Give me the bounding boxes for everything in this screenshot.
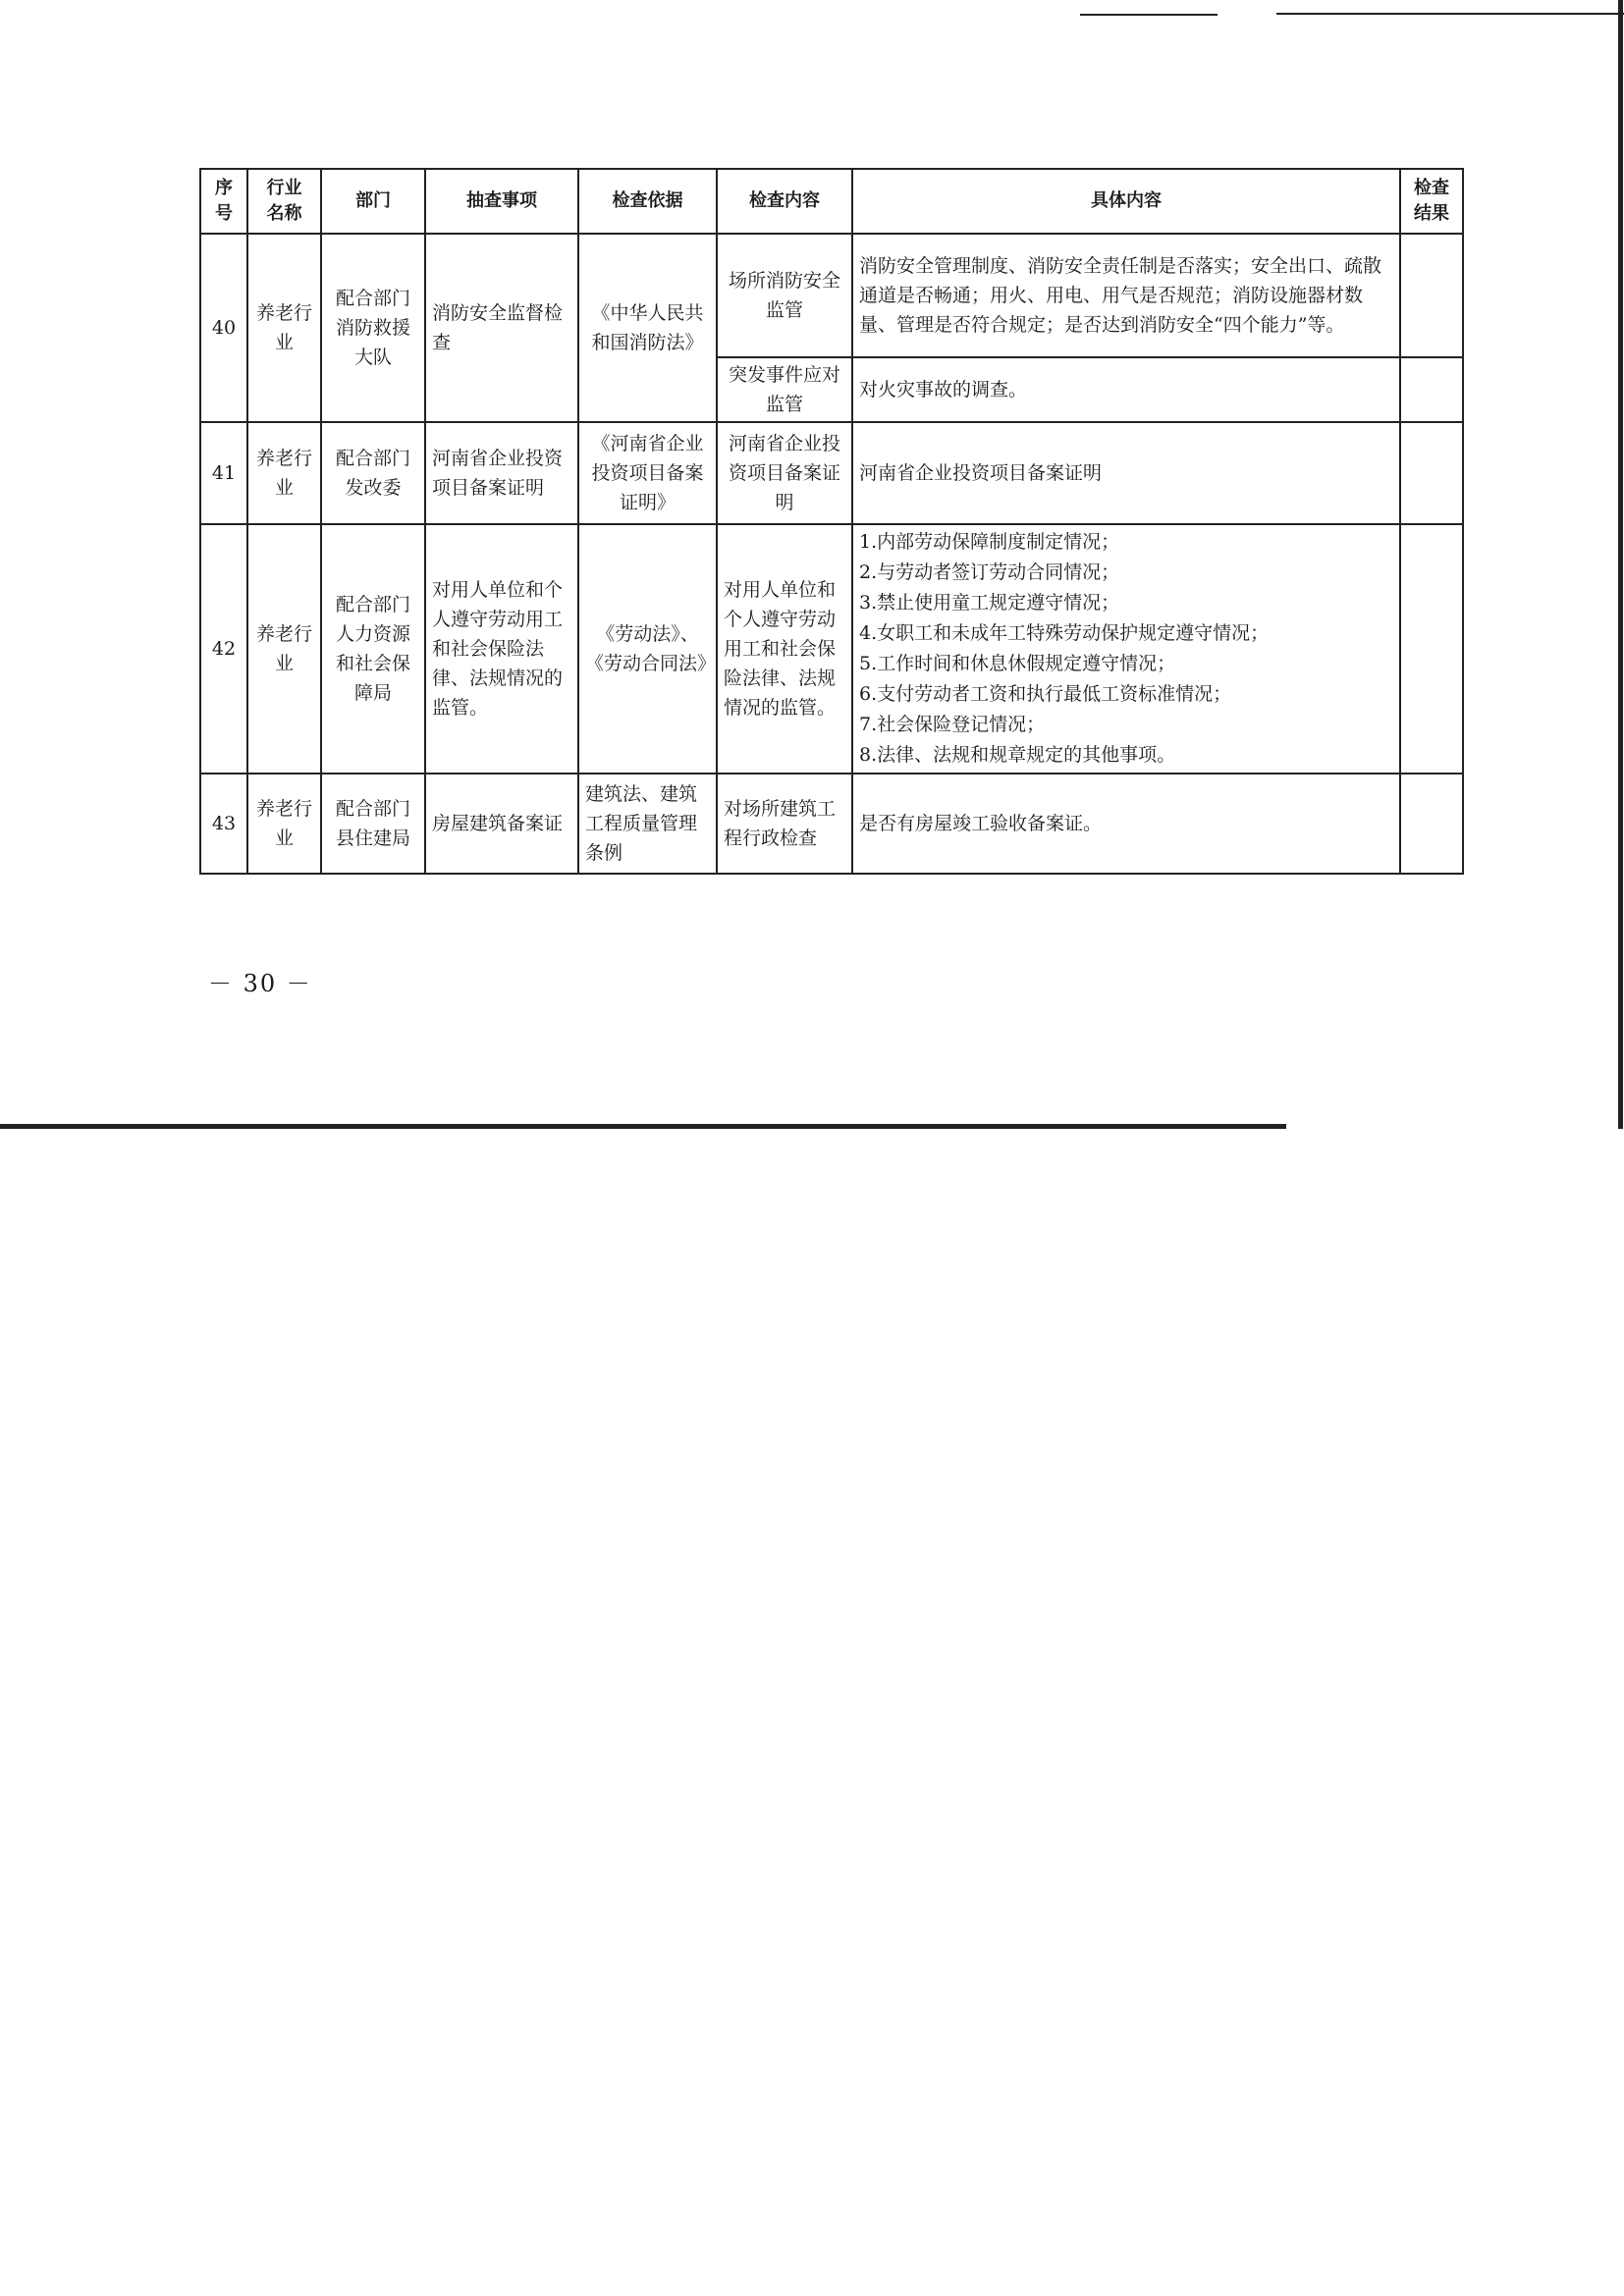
header-item: 抽查事项 bbox=[425, 169, 578, 234]
detail-list-item: 6.支付劳动者工资和执行最低工资标准情况； bbox=[859, 683, 1232, 705]
detail-list-item: 3.禁止使用童工规定遵守情况； bbox=[859, 592, 1120, 614]
header-result: 检查 结果 bbox=[1400, 169, 1463, 234]
cell-seq: 40 bbox=[200, 234, 247, 422]
inspection-table bbox=[199, 168, 1464, 875]
header-seq: 序 号 bbox=[200, 169, 247, 234]
cell-industry: 养老行业 bbox=[247, 524, 321, 774]
cell-detail: 消防安全管理制度、消防安全责任制是否落实；安全出口、疏散通道是否畅通；用火、用电、用气是否规范；消防设施器材数量、管理是否符合规定；是否达到消防安全“四个能力”等。 bbox=[852, 234, 1400, 357]
detail-list-item: 1.内部劳动保障制度制定情况； bbox=[859, 531, 1120, 553]
cell-content: 对用人单位和个人遵守劳动用工和社会保险法律、法规情况的监管。 bbox=[717, 524, 852, 774]
cell-dept: 配合部门消防救援大队 bbox=[321, 234, 425, 422]
table-header-row bbox=[200, 169, 1463, 234]
cell-result bbox=[1400, 357, 1463, 422]
cell-basis: 《河南省企业投资项目备案证明》 bbox=[578, 422, 717, 524]
header-basis: 检查依据 bbox=[578, 169, 717, 234]
cell-seq: 41 bbox=[200, 422, 247, 524]
cell-seq: 42 bbox=[200, 524, 247, 774]
scan-line-top-1 bbox=[1080, 14, 1218, 16]
cell-result bbox=[1400, 234, 1463, 357]
scan-line-right bbox=[1618, 0, 1623, 1129]
cell-item: 消防安全监督检查 bbox=[425, 234, 578, 422]
page-number: － 30 － bbox=[208, 970, 312, 997]
cell-dept: 配合部门县住建局 bbox=[321, 774, 425, 874]
cell-detail-list bbox=[852, 524, 1400, 774]
cell-result bbox=[1400, 422, 1463, 524]
cell-item: 河南省企业投资项目备案证明 bbox=[425, 422, 578, 524]
header-content: 检查内容 bbox=[717, 169, 852, 234]
cell-content: 河南省企业投资项目备案证明 bbox=[717, 422, 852, 524]
header-dept: 部门 bbox=[321, 169, 425, 234]
detail-list-item: 7.社会保险登记情况； bbox=[859, 714, 1046, 735]
detail-list-item: 5.工作时间和休息休假规定遵守情况； bbox=[859, 653, 1176, 674]
cell-basis: 《劳动法》、《劳动合同法》 bbox=[578, 524, 717, 774]
cell-item: 对用人单位和个人遵守劳动用工和社会保险法律、法规情况的监管。 bbox=[425, 524, 578, 774]
cell-result bbox=[1400, 524, 1463, 774]
cell-content: 场所消防安全监管 bbox=[717, 234, 852, 357]
cell-result bbox=[1400, 774, 1463, 874]
cell-seq: 43 bbox=[200, 774, 247, 874]
detail-list-item: 2.与劳动者签订劳动合同情况； bbox=[859, 561, 1120, 583]
cell-content: 突发事件应对监管 bbox=[717, 357, 852, 422]
cell-basis: 建筑法、建筑工程质量管理条例 bbox=[578, 774, 717, 874]
cell-item: 房屋建筑备案证 bbox=[425, 774, 578, 874]
cell-detail: 是否有房屋竣工验收备案证。 bbox=[852, 774, 1400, 874]
detail-list-item: 8.法律、法规和规章规定的其他事项。 bbox=[859, 744, 1176, 766]
cell-dept: 配合部门人力资源和社会保障局 bbox=[321, 524, 425, 774]
cell-industry: 养老行业 bbox=[247, 774, 321, 874]
cell-content: 对场所建筑工程行政检查 bbox=[717, 774, 852, 874]
cell-basis: 《中华人民共和国消防法》 bbox=[578, 234, 717, 422]
cell-detail: 对火灾事故的调查。 bbox=[852, 357, 1400, 422]
header-detail: 具体内容 bbox=[852, 169, 1400, 234]
table-row bbox=[200, 234, 1463, 357]
cell-dept: 配合部门发改委 bbox=[321, 422, 425, 524]
cell-detail: 河南省企业投资项目备案证明 bbox=[852, 422, 1400, 524]
table-row bbox=[200, 774, 1463, 874]
cell-industry: 养老行业 bbox=[247, 422, 321, 524]
table-row bbox=[200, 524, 1463, 774]
table-row bbox=[200, 422, 1463, 524]
scan-line-top-2 bbox=[1276, 13, 1624, 15]
scan-line-bottom bbox=[0, 1124, 1286, 1129]
header-industry: 行业 名称 bbox=[247, 169, 321, 234]
detail-list-item: 4.女职工和未成年工特殊劳动保护规定遵守情况； bbox=[859, 622, 1270, 644]
cell-industry: 养老行业 bbox=[247, 234, 321, 422]
